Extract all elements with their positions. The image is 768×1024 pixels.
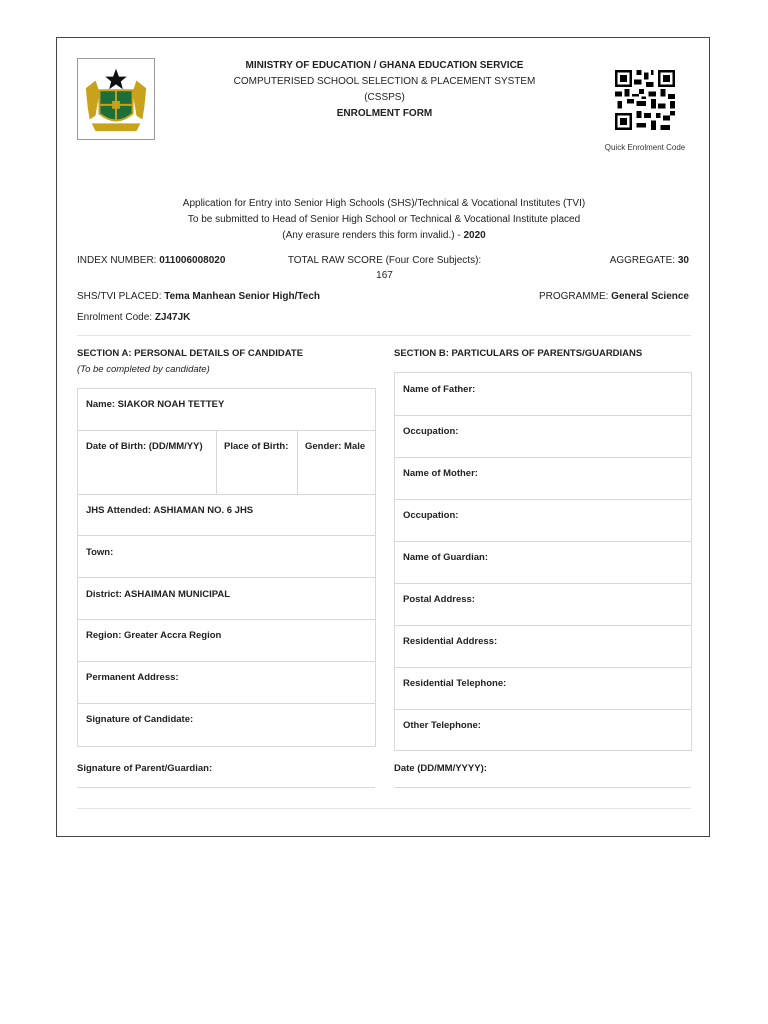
candidate-signature-field: Signature of Candidate: xyxy=(86,714,194,725)
parent-signature-line xyxy=(77,787,375,788)
jhs-attended-field: JHS Attended: ASHIAMAN NO. 6 JHS xyxy=(86,505,254,516)
row-divider xyxy=(395,709,691,710)
form-title: ENROLMENT FORM xyxy=(336,108,433,119)
date-label: Date (DD/MM/YYYY): xyxy=(394,763,487,774)
row-divider xyxy=(78,703,375,704)
row-divider xyxy=(395,583,691,584)
row-divider xyxy=(395,457,691,458)
mother-occupation-field: Occupation: xyxy=(403,510,459,521)
system-title: COMPUTERISED SCHOOL SELECTION & PLACEMENT SYSTEM xyxy=(233,76,536,87)
date-of-birth-field: Date of Birth: (DD/MM/YY) xyxy=(86,441,203,452)
school-placed xyxy=(77,289,320,304)
row-divider xyxy=(78,494,375,495)
aggregate-label: AGGREGATE: xyxy=(609,255,678,266)
row-divider xyxy=(78,619,375,620)
form-header xyxy=(207,58,562,122)
town-field: Town: xyxy=(86,547,114,558)
programme-label: PROGRAMME: xyxy=(538,291,612,302)
school-placed-label: SHS/TVI PLACED: xyxy=(77,291,165,302)
aggregate-value: 30 xyxy=(677,255,689,266)
intro-line-2: To be submitted to Head of Senior High School or Technical & Vocational Institute placed xyxy=(187,214,581,225)
enrolment-code xyxy=(77,310,190,325)
system-abbreviation: (CSSPS) xyxy=(364,92,405,103)
aggregate xyxy=(610,253,689,268)
form-year: 2020 xyxy=(463,230,486,241)
parent-signature-label: Signature of Parent/Guardian: xyxy=(77,763,213,774)
intro-line-1: Application for Entry into Senior High Schools (SHS)/Technical & Vocational Institutes (TVI) xyxy=(182,198,586,209)
section-b-title: SECTION B: PARTICULARS OF PARENTS/GUARDIANS xyxy=(394,348,643,359)
section-a-title: SECTION A: PERSONAL DETAILS OF CANDIDATE xyxy=(77,348,304,359)
qr-code xyxy=(615,70,675,130)
intro-line-3 xyxy=(157,228,611,244)
divider xyxy=(77,335,691,336)
candidate-name: Name: SIAKOR NOAH TETTEY xyxy=(86,399,225,410)
column-divider xyxy=(297,430,298,494)
index-number xyxy=(77,253,225,268)
district-field: District: ASHAIMAN MUNICIPAL xyxy=(86,589,231,600)
erasure-note: (Any erasure renders this form invalid.) - xyxy=(282,230,464,241)
mother-name-field: Name of Mother: xyxy=(403,468,478,479)
permanent-address-field: Permanent Address: xyxy=(86,672,179,683)
row-divider xyxy=(395,499,691,500)
date-line xyxy=(394,787,691,788)
qr-caption: Quick Enrolment Code xyxy=(604,143,686,152)
raw-score-label: TOTAL RAW SCORE (Four Core Subjects): xyxy=(287,255,482,266)
gender-field: Gender: Male xyxy=(305,441,366,452)
other-telephone-field: Other Telephone: xyxy=(403,720,481,731)
programme-value: General Science xyxy=(611,291,689,302)
enrolment-form xyxy=(56,37,710,837)
enrolment-code-value: ZJ47JK xyxy=(154,312,191,323)
column-divider xyxy=(216,430,217,494)
section-a-subtitle: (To be completed by candidate) xyxy=(77,364,210,375)
residential-address-field: Residential Address: xyxy=(403,636,498,647)
row-divider xyxy=(395,625,691,626)
bottom-divider xyxy=(77,808,691,809)
row-divider xyxy=(78,535,375,536)
postal-address-field: Postal Address: xyxy=(403,594,475,605)
region-field: Region: Greater Accra Region xyxy=(86,630,222,641)
row-divider xyxy=(78,577,375,578)
guardian-name-field: Name of Guardian: xyxy=(403,552,488,563)
row-divider xyxy=(395,415,691,416)
ministry-title: MINISTRY OF EDUCATION / GHANA EDUCATION SERVICE xyxy=(245,60,524,71)
parents-guardians-table xyxy=(394,372,692,751)
place-of-birth-field: Place of Birth: xyxy=(224,441,289,452)
raw-score xyxy=(287,253,482,283)
enrolment-code-label: Enrolment Code: xyxy=(77,312,155,323)
row-divider xyxy=(395,541,691,542)
father-occupation-field: Occupation: xyxy=(403,426,459,437)
programme xyxy=(539,289,689,304)
ghana-coat-of-arms-logo xyxy=(77,58,155,140)
raw-score-value: 167 xyxy=(376,270,393,281)
index-number-value: 011006008020 xyxy=(159,255,226,266)
index-number-label: INDEX NUMBER: xyxy=(77,255,160,266)
father-name-field: Name of Father: xyxy=(403,384,476,395)
personal-details-table xyxy=(77,388,376,747)
row-divider xyxy=(78,430,375,431)
residential-telephone-field: Residential Telephone: xyxy=(403,678,507,689)
row-divider xyxy=(395,667,691,668)
school-placed-value: Tema Manhean Senior High/Tech xyxy=(164,291,321,302)
row-divider xyxy=(78,661,375,662)
application-intro xyxy=(157,196,611,244)
